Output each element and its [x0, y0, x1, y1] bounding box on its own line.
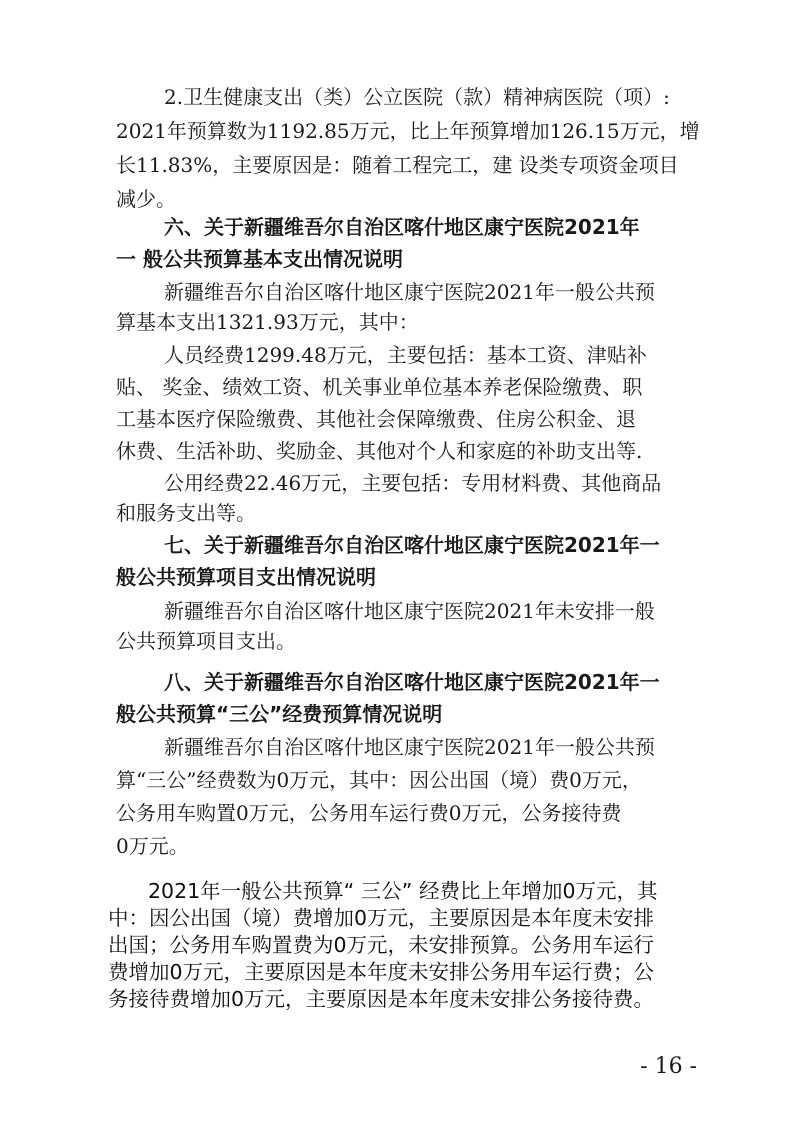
paragraph-project-expenditure-line-2: 公共预算项目支出。	[116, 629, 296, 653]
paragraph-comparison-line-1: 2021年一般公共预算“ 三公” 经费比上年增加0万元，其	[148, 879, 658, 903]
paragraph-health-line-2: 2021年预算数为1192.85万元，比上年预算增加126.15万元，增	[116, 119, 700, 143]
paragraph-comparison-line-5: 务接待费增加0万元，主要原因是本年度未安排公务接待费。	[108, 987, 655, 1011]
paragraph-three-public-line-4: 0万元。	[116, 834, 189, 858]
paragraph-project-expenditure-line-1: 新疆维吾尔自治区喀什地区康宁医院2021年未安排一般	[164, 599, 655, 623]
paragraph-personnel-line-1: 人员经费1299.48万元，主要包括：基本工资、津贴补	[164, 343, 647, 367]
section-heading-6-line-2: 一 般公共预算基本支出情况说明	[116, 247, 403, 271]
paragraph-personnel-line-3: 工基本医疗保险缴费、其他社会保障缴费、住房公积金、退	[116, 407, 636, 431]
paragraph-comparison-line-4: 费增加0万元，主要原因是本年度未安排公务用车运行费；公	[108, 960, 655, 984]
paragraph-basic-expenditure-line-1: 新疆维吾尔自治区喀什地区康宁医院2021年一般公共预	[164, 280, 655, 304]
section-heading-7-line-2: 般公共预算项目支出情况说明	[116, 565, 376, 589]
paragraph-three-public-line-2: 算“三公”经费数为0万元，其中：因公出国（境）费0万元，	[116, 768, 642, 792]
paragraph-comparison-line-3: 出国；公务用车购置费为0万元，未安排预算。公务用车运行	[108, 933, 655, 957]
paragraph-health-line-4: 减少。	[116, 187, 176, 211]
section-heading-7-line-1: 七、关于新疆维吾尔自治区喀什地区康宁医院2021年一	[164, 533, 660, 557]
paragraph-basic-expenditure-line-2: 算基本支出1321.93万元，其中：	[116, 310, 419, 334]
paragraph-personnel-line-4: 休费、生活补助、奖励金、其他对个人和家庭的补助支出等.	[116, 439, 643, 463]
paragraph-health-line-3: 长11.83%，主要原因是：随着工程完工，建 设类专项资金项目	[116, 153, 679, 177]
paragraph-comparison-line-2: 中：因公出国（境）费增加0万元，主要原因是本年度未安排	[108, 906, 655, 930]
paragraph-three-public-line-1: 新疆维吾尔自治区喀什地区康宁医院2021年一般公共预	[164, 735, 655, 759]
paragraph-personnel-line-2: 贴、 奖金、绩效工资、机关事业单位基本养老保险缴费、职	[116, 375, 643, 399]
page-number: - 16 -	[640, 1054, 697, 1079]
paragraph-health-line-1: 2.卫生健康支出（类）公立医院（款）精神病医院（项）:	[164, 85, 670, 109]
paragraph-public-expense-line-2: 和服务支出等。	[116, 501, 256, 525]
section-heading-6-line-1: 六、关于新疆维吾尔自治区喀什地区康宁医院2021年	[164, 215, 640, 239]
paragraph-three-public-line-3: 公务用车购置0万元，公务用车运行费0万元，公务接待费	[116, 801, 622, 825]
section-heading-8-line-1: 八、关于新疆维吾尔自治区喀什地区康宁医院2021年一	[164, 670, 660, 694]
section-heading-8-line-2: 般公共预算“三公”经费预算情况说明	[116, 702, 443, 726]
paragraph-public-expense-line-1: 公用经费22.46万元，主要包括：专用材料费、其他商品	[164, 471, 662, 495]
